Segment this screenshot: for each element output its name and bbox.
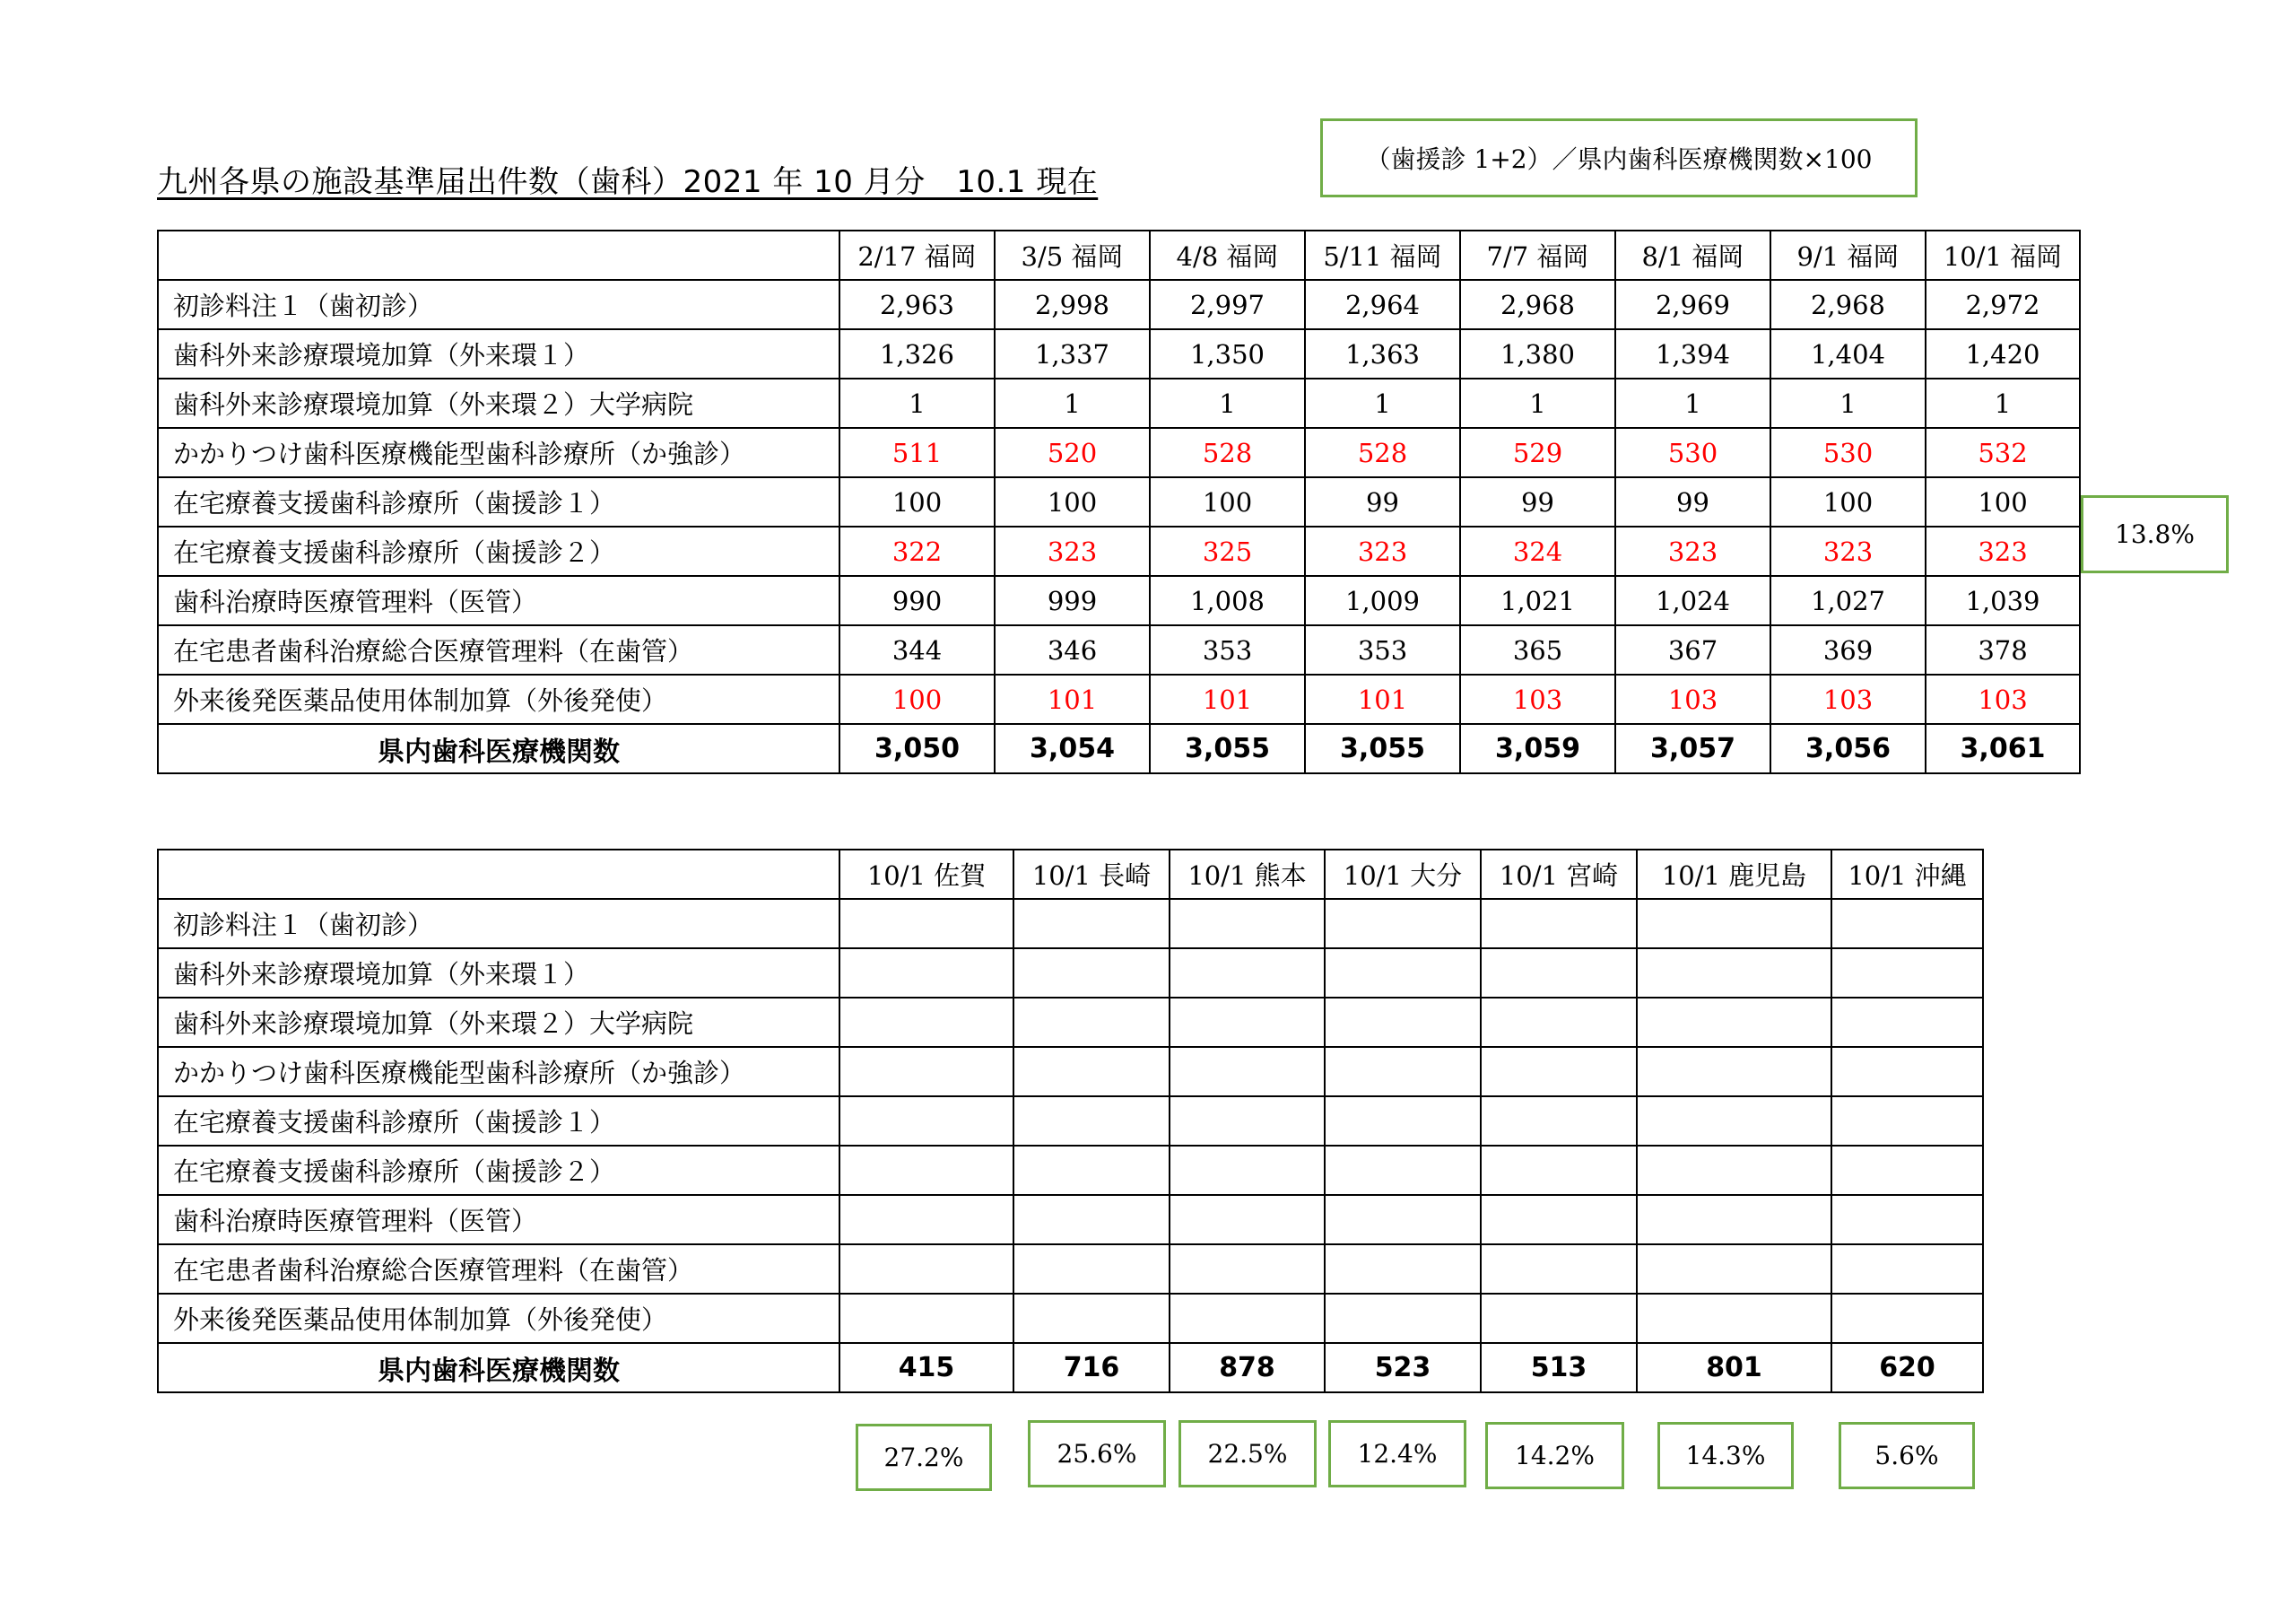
column-header: 10/1 大分 (1325, 850, 1481, 899)
value-cell: 1,021 (1460, 576, 1615, 625)
total-value: 3,059 (1460, 724, 1615, 773)
value-cell (1013, 998, 1170, 1047)
column-header: 4/8 福岡 (1150, 231, 1305, 280)
value-cell: 530 (1615, 428, 1770, 477)
ratio-box-kumamoto: 22.5% (1178, 1420, 1317, 1487)
value-cell: 353 (1305, 625, 1460, 675)
value-cell: 1 (1770, 379, 1926, 428)
header-row (158, 850, 1983, 899)
column-header: 5/11 福岡 (1305, 231, 1460, 280)
value-cell: 1,009 (1305, 576, 1460, 625)
value-cell (1831, 948, 1983, 998)
row-label: 初診料注１（歯初診） (158, 899, 839, 948)
value-cell: 532 (1926, 428, 2080, 477)
value-cell (1170, 998, 1325, 1047)
value-cell (1013, 1195, 1170, 1244)
value-cell (1170, 1244, 1325, 1294)
value-cell: 1 (1150, 379, 1305, 428)
value-cell (1637, 1047, 1831, 1096)
value-cell (839, 1096, 1013, 1146)
row-label: 在宅療養支援歯科診療所（歯援診１） (158, 477, 839, 527)
value-cell: 529 (1460, 428, 1615, 477)
fukuoka-table (157, 230, 2081, 774)
value-cell: 530 (1770, 428, 1926, 477)
ratio-box-kagoshima: 14.3% (1657, 1422, 1794, 1489)
value-cell: 1,027 (1770, 576, 1926, 625)
value-cell (1325, 1195, 1481, 1244)
column-header: 10/1 福岡 (1926, 231, 2080, 280)
value-cell (1831, 1244, 1983, 1294)
value-cell (1637, 1294, 1831, 1343)
column-header: 8/1 福岡 (1615, 231, 1770, 280)
value-cell (1481, 1096, 1637, 1146)
value-cell (839, 1294, 1013, 1343)
value-cell: 323 (1926, 527, 2080, 576)
total-value: 523 (1325, 1343, 1481, 1392)
value-cell: 323 (995, 527, 1150, 576)
table-row (158, 1047, 1983, 1096)
table-row (158, 477, 2080, 527)
row-label: 歯科治療時医療管理料（医管） (158, 576, 839, 625)
row-label: 在宅患者歯科治療総合医療管理料（在歯管） (158, 1244, 839, 1294)
table-row (158, 576, 2080, 625)
total-value: 3,054 (995, 724, 1150, 773)
value-cell: 100 (839, 675, 995, 724)
total-value: 801 (1637, 1343, 1831, 1392)
value-cell (1013, 899, 1170, 948)
value-cell: 324 (1460, 527, 1615, 576)
table-row (158, 280, 2080, 329)
total-value: 415 (839, 1343, 1013, 1392)
total-row (158, 724, 2080, 773)
value-cell (1481, 1244, 1637, 1294)
value-cell (1481, 899, 1637, 948)
value-cell: 511 (839, 428, 995, 477)
value-cell (839, 948, 1013, 998)
total-value: 620 (1831, 1343, 1983, 1392)
value-cell: 528 (1305, 428, 1460, 477)
value-cell (1831, 1146, 1983, 1195)
value-cell (839, 998, 1013, 1047)
value-cell: 990 (839, 576, 995, 625)
total-value: 513 (1481, 1343, 1637, 1392)
value-cell (1831, 1047, 1983, 1096)
value-cell (1481, 948, 1637, 998)
value-cell (1170, 948, 1325, 998)
table-row (158, 1294, 1983, 1343)
row-label: 歯科外来診療環境加算（外来環２）大学病院 (158, 379, 839, 428)
value-cell: 1,350 (1150, 329, 1305, 379)
value-cell (1481, 998, 1637, 1047)
total-label: 県内歯科医療機関数 (158, 1343, 839, 1392)
value-cell (1170, 1195, 1325, 1244)
value-cell: 2,968 (1460, 280, 1615, 329)
ratio-box-miyazaki: 14.2% (1485, 1422, 1624, 1489)
value-cell: 365 (1460, 625, 1615, 675)
row-label: 外来後発医薬品使用体制加算（外後発使） (158, 675, 839, 724)
value-cell (1831, 899, 1983, 948)
value-cell: 103 (1770, 675, 1926, 724)
value-cell (1481, 1294, 1637, 1343)
column-header: 2/17 福岡 (839, 231, 995, 280)
value-cell: 103 (1926, 675, 2080, 724)
value-cell: 1 (1460, 379, 1615, 428)
table-row (158, 1244, 1983, 1294)
value-cell: 346 (995, 625, 1150, 675)
value-cell: 322 (839, 527, 995, 576)
value-cell (1831, 1195, 1983, 1244)
column-header: 10/1 鹿児島 (1637, 850, 1831, 899)
value-cell: 1,380 (1460, 329, 1615, 379)
value-cell (1325, 948, 1481, 998)
value-cell (839, 1047, 1013, 1096)
value-cell (1013, 1294, 1170, 1343)
value-cell (1013, 1096, 1170, 1146)
ratio-box-nagasaki: 25.6% (1028, 1420, 1166, 1487)
value-cell: 99 (1615, 477, 1770, 527)
total-value: 3,061 (1926, 724, 2080, 773)
row-label: 在宅療養支援歯科診療所（歯援診１） (158, 1096, 839, 1146)
value-cell: 103 (1460, 675, 1615, 724)
value-cell (839, 1146, 1013, 1195)
row-label: 歯科外来診療環境加算（外来環１） (158, 948, 839, 998)
value-cell: 323 (1305, 527, 1460, 576)
value-cell: 378 (1926, 625, 2080, 675)
value-cell (1013, 1047, 1170, 1096)
table-row (158, 379, 2080, 428)
column-header: 3/5 福岡 (995, 231, 1150, 280)
value-cell: 100 (1926, 477, 2080, 527)
total-value: 3,050 (839, 724, 995, 773)
value-cell: 2,972 (1926, 280, 2080, 329)
value-cell: 1,008 (1150, 576, 1305, 625)
value-cell (839, 899, 1013, 948)
value-cell: 1 (1926, 379, 2080, 428)
value-cell: 1,394 (1615, 329, 1770, 379)
value-cell: 1 (1615, 379, 1770, 428)
fukuoka-ratio-box: 13.8% (2081, 495, 2229, 573)
value-cell (1637, 1096, 1831, 1146)
row-label: 外来後発医薬品使用体制加算（外後発使） (158, 1294, 839, 1343)
row-label: かかりつけ歯科医療機能型歯科診療所（か強診） (158, 1047, 839, 1096)
total-value: 716 (1013, 1343, 1170, 1392)
value-cell (1013, 1244, 1170, 1294)
ratio-box-oita: 12.4% (1328, 1420, 1466, 1487)
value-cell (1325, 1146, 1481, 1195)
kyushu-table (157, 849, 1984, 1393)
row-label: 歯科治療時医療管理料（医管） (158, 1195, 839, 1244)
table-row (158, 899, 1983, 948)
table-row (158, 1096, 1983, 1146)
value-cell: 99 (1305, 477, 1460, 527)
total-label: 県内歯科医療機関数 (158, 724, 839, 773)
value-cell: 1,326 (839, 329, 995, 379)
value-cell: 1 (995, 379, 1150, 428)
value-cell (1013, 948, 1170, 998)
total-value: 3,057 (1615, 724, 1770, 773)
value-cell: 1,024 (1615, 576, 1770, 625)
value-cell: 1,363 (1305, 329, 1460, 379)
value-cell (1637, 899, 1831, 948)
value-cell: 2,964 (1305, 280, 1460, 329)
value-cell (1325, 899, 1481, 948)
value-cell (839, 1195, 1013, 1244)
value-cell: 323 (1770, 527, 1926, 576)
value-cell: 369 (1770, 625, 1926, 675)
table-row (158, 329, 2080, 379)
value-cell (1325, 998, 1481, 1047)
value-cell: 2,969 (1615, 280, 1770, 329)
row-label: 在宅患者歯科治療総合医療管理料（在歯管） (158, 625, 839, 675)
value-cell (1325, 1047, 1481, 1096)
column-header: 10/1 宮崎 (1481, 850, 1637, 899)
value-cell (1170, 1146, 1325, 1195)
column-header: 10/1 佐賀 (839, 850, 1013, 899)
ratio-box-saga: 27.2% (856, 1424, 992, 1491)
value-cell: 101 (1150, 675, 1305, 724)
table-row (158, 1195, 1983, 1244)
corner-cell (158, 850, 839, 899)
table-row (158, 998, 1983, 1047)
formula-note-box: （歯援診 1+2）／県内歯科医療機関数×100 (1320, 118, 1918, 197)
column-header: 10/1 長崎 (1013, 850, 1170, 899)
table-row (158, 428, 2080, 477)
total-value: 878 (1170, 1343, 1325, 1392)
value-cell: 1 (839, 379, 995, 428)
value-cell (1481, 1146, 1637, 1195)
table-row (158, 625, 2080, 675)
value-cell: 528 (1150, 428, 1305, 477)
value-cell: 344 (839, 625, 995, 675)
value-cell: 99 (1460, 477, 1615, 527)
table-row (158, 1146, 1983, 1195)
table-row (158, 675, 2080, 724)
value-cell (1170, 1294, 1325, 1343)
value-cell: 325 (1150, 527, 1305, 576)
total-value: 3,056 (1770, 724, 1926, 773)
value-cell: 2,997 (1150, 280, 1305, 329)
value-cell: 100 (995, 477, 1150, 527)
row-label: 歯科外来診療環境加算（外来環２）大学病院 (158, 998, 839, 1047)
row-label: 在宅療養支援歯科診療所（歯援診２） (158, 1146, 839, 1195)
total-value: 3,055 (1305, 724, 1460, 773)
value-cell: 999 (995, 576, 1150, 625)
row-label: かかりつけ歯科医療機能型歯科診療所（か強診） (158, 428, 839, 477)
total-value: 3,055 (1150, 724, 1305, 773)
value-cell (1831, 998, 1983, 1047)
column-header: 10/1 熊本 (1170, 850, 1325, 899)
value-cell: 101 (1305, 675, 1460, 724)
value-cell: 1,420 (1926, 329, 2080, 379)
value-cell (1637, 948, 1831, 998)
value-cell: 101 (995, 675, 1150, 724)
value-cell (1831, 1294, 1983, 1343)
value-cell (1637, 1244, 1831, 1294)
value-cell (1170, 1096, 1325, 1146)
value-cell (1481, 1047, 1637, 1096)
row-label: 初診料注１（歯初診） (158, 280, 839, 329)
value-cell: 1,039 (1926, 576, 2080, 625)
value-cell: 323 (1615, 527, 1770, 576)
value-cell: 100 (1150, 477, 1305, 527)
header-row (158, 231, 2080, 280)
row-label: 在宅療養支援歯科診療所（歯援診２） (158, 527, 839, 576)
value-cell: 1,404 (1770, 329, 1926, 379)
value-cell (1831, 1096, 1983, 1146)
value-cell: 100 (839, 477, 995, 527)
value-cell: 103 (1615, 675, 1770, 724)
ratio-box-okinawa: 5.6% (1839, 1422, 1975, 1489)
page-title: 九州各県の施設基準届出件数（歯科）2021 年 10 月分 10.1 現在 (157, 164, 1099, 200)
value-cell: 520 (995, 428, 1150, 477)
column-header: 10/1 沖縄 (1831, 850, 1983, 899)
value-cell: 353 (1150, 625, 1305, 675)
value-cell: 367 (1615, 625, 1770, 675)
value-cell (1170, 899, 1325, 948)
value-cell: 2,998 (995, 280, 1150, 329)
value-cell: 1 (1305, 379, 1460, 428)
value-cell (1637, 1146, 1831, 1195)
value-cell (1325, 1244, 1481, 1294)
table-row (158, 948, 1983, 998)
value-cell (1481, 1195, 1637, 1244)
value-cell: 2,968 (1770, 280, 1926, 329)
value-cell: 1,337 (995, 329, 1150, 379)
column-header: 9/1 福岡 (1770, 231, 1926, 280)
row-label: 歯科外来診療環境加算（外来環１） (158, 329, 839, 379)
value-cell (1013, 1146, 1170, 1195)
value-cell (1637, 998, 1831, 1047)
value-cell (1325, 1294, 1481, 1343)
value-cell (839, 1244, 1013, 1294)
value-cell: 2,963 (839, 280, 995, 329)
value-cell: 100 (1770, 477, 1926, 527)
total-row (158, 1343, 1983, 1392)
value-cell (1170, 1047, 1325, 1096)
corner-cell (158, 231, 839, 280)
table-row (158, 527, 2080, 576)
value-cell (1637, 1195, 1831, 1244)
column-header: 7/7 福岡 (1460, 231, 1615, 280)
value-cell (1325, 1096, 1481, 1146)
